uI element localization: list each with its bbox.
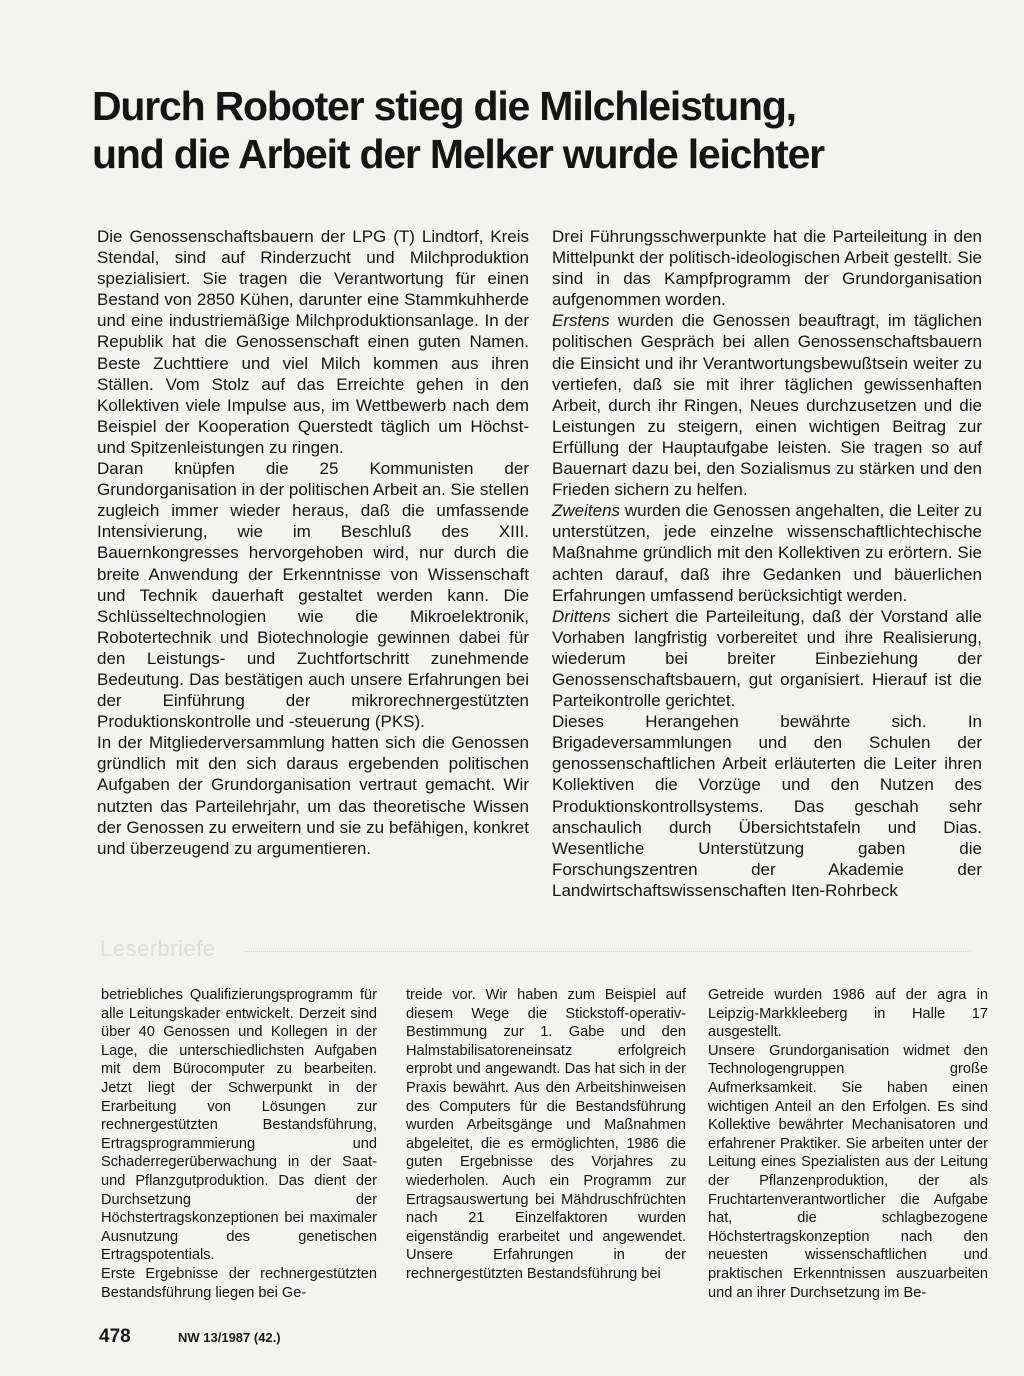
divider bbox=[245, 951, 970, 952]
letter-column-3 bbox=[708, 986, 988, 1302]
paragraph-lead: Erstens bbox=[552, 311, 610, 331]
issue-reference: NW 13/1987 (42.) bbox=[178, 1330, 281, 1345]
paragraph: Unsere Grundorganisation widmet den Technologengruppen große Aufmerksamkeit. Sie haben einen wichtigen Anteil an den Erfolgen. Es sind Kollektive bewährter Mechanisatoren und erfahrener Praktiker. Sie arbeiten unter der Leitung eines Spezialisten aus der Leitung der Pflanzenproduktion, der als Fruchtartenverantwortlicher die Aufgabe hat, die schlagbezogene Höchstertragskonzeption nach den neuesten wissenschaftlichen und praktischen Erkenntnissen auszuarbeiten und an ihrer Durchsetzung im Be- bbox=[708, 1042, 988, 1301]
paragraph bbox=[552, 310, 982, 500]
section-kicker: Leserbriefe bbox=[100, 936, 216, 961]
page-number: 478 bbox=[99, 1326, 131, 1347]
paragraph: In der Mitgliederversammlung hatten sich die Genossen gründlich mit den sich daraus ergebenden politischen Aufgaben der Grundorganisation vertraut gemacht. Wir nutzten das Parteilehrjahr, um das theoretische Wissen der Genossen zu erweitern und sie zu befähigen, konkret und überzeugend zu argumentieren. bbox=[97, 733, 529, 858]
paragraph: betriebliches Qualifizierungsprogramm für alle Leitungskader entwickelt. Derzeit sind über 40 Genossen und Kollegen in der Lage, die unterschiedlichsten Aufgaben mit dem Bürocomputer zu bearbeiten. Jetzt liegt der Schwerpunkt in der Erarbeitung von Lösungen zur rechnergestützten Bestandsführung, Ertragsprogrammierung und Schaderregerüberwachung in der Saat- und Pflanzgutproduktion. Das dient der Durchsetzung der Höchstertragskonzeptionen bei maximaler Ausnutzung des genetischen Ertragspotentials. bbox=[101, 987, 377, 1264]
article-column-right bbox=[552, 226, 982, 901]
paragraph: Getreide wurden 1986 auf der agra in Leipzig-Markkleeberg in Halle 17 ausgestellt. bbox=[708, 987, 988, 1041]
paragraph-lead: Zweitens bbox=[552, 501, 621, 521]
headline-line-1: Durch Roboter stieg die Milchleistung, bbox=[92, 83, 796, 129]
article-column-left bbox=[97, 226, 529, 859]
paragraph-lead: Drittens bbox=[552, 606, 611, 626]
paragraph-text: wurden die Genossen angehalten, die Leiter zu unterstützen, jede einzelne wissenschaftlichtechische Maßnahme gründlich mit den Kollektiven zu erörtern. Sie achten darauf, daß ihre Gedanken und bäuerlichen Erfahrungen umfassend berücksichtigt werden. bbox=[552, 501, 982, 605]
paragraph bbox=[552, 606, 982, 711]
paragraph: Erste Ergebnisse der rechnergestützten Bestandsführung liegen bei Ge- bbox=[101, 1265, 377, 1301]
headline bbox=[92, 82, 952, 178]
paragraph: treide vor. Wir haben zum Beispiel auf diesem Wege die Stickstoff-operativ-Bestimmung zur 1. Gabe und den Halmstabilisatoreneinsatz erfolgreich erprobt und angewandt. Das hat sich in der Praxis bewährt. Aus den Arbeitshinweisen des Computers für die Bestandsführung wurden Arbeitsgänge und Maßnahmen abgeleitet, die es ermöglichten, 1986 die guten Ergebnisse des Vorjahres zu wiederholen. Auch ein Programm zur Ertragsauswertung bei Mähdruschfrüchten nach 21 Einzelfaktoren wurden eigenständig erarbeitet und angewendet. Unsere Erfahrungen in der rechnergestützten Bestandsführung bei bbox=[406, 987, 686, 1282]
letter-column-2 bbox=[406, 986, 686, 1284]
paragraph bbox=[552, 500, 982, 605]
headline-line-2: und die Arbeit der Melker wurde leichter bbox=[92, 131, 824, 177]
paragraph: Daran knüpfen die 25 Kommunisten der Grundorganisation in der politischen Arbeit an. Sie stellen zugleich immer wieder heraus, daß die umfassende Intensivierung, wie im Beschluß des XIII. Bauernkongresses hervorgehoben wird, nur durch die breite Anwendung der Erkenntnisse von Wissenschaft und Technik dauerhaft gestaltet werden kann. Die Schlüsseltechnologien wie die Mikroelektronik, Robotertechnik und Biotechnologie gewinnen dabei für den Leistungs- und Zuchtfortschritt zunehmende Bedeutung. Das bestätigen auch unsere Erfahrungen bei der Einführung der mikrorechnergestützten Produktionskontrolle und -steuerung (PKS). bbox=[97, 459, 529, 732]
paragraph-text: wurden die Genossen beauftragt, im täglichen politischen Gespräch bei allen Genossenschaftsbauern die Einsicht und ihr Verantwortungsbewußtsein weiter zu vertiefen, daß sie mit ihrer täglichen gewissenhaften Arbeit, durch ihr Ringen, Neues durchzusetzen und die Leistungen zu steigern, einen wichtigen Beitrag zur Erfüllung der Hauptaufgabe leisten. Sie tragen so auf Bauernart dazu bei, den Sozialismus zu stärken und den Frieden sichern zu helfen. bbox=[552, 311, 982, 500]
paragraph-text: sichert die Parteileitung, daß der Vorstand alle Vorhaben langfristig vorbereitet und ihre Realisierung, wiederum bei breiter Einbeziehung der Genossenschaftsbauern, gut organisiert. Hierauf ist die Parteikontrolle gerichtet. bbox=[552, 606, 982, 711]
paragraph: Die Genossenschaftsbauern der LPG (T) Lindtorf, Kreis Stendal, sind auf Rinderzucht und Milchproduktion spezialisiert. Sie tragen die Verantwortung für einen Bestand von 2850 Kühen, darunter eine Stammkuhherde und eine industriemäßige Milchproduktionsanlage. In der Republik hat die Genossenschaft einen guten Namen. Beste Zuchttiere und viel Milch kommen aus ihren Ställen. Vom Stolz auf das Erreichte gehen in den Kollektiven viele Impulse aus, im Wettbewerb nach dem Beispiel der Kooperation Querstedt täglich um Höchst- und Spitzenleistungen zu ringen. bbox=[97, 227, 529, 457]
paragraph: Drei Führungsschwerpunkte hat die Parteileitung in den Mittelpunkt der politisch-ideologischen Arbeit gestellt. Sie sind in das Kampfprogramm der Grundorganisation aufgenommen worden. bbox=[552, 227, 982, 310]
letter-column-1 bbox=[101, 986, 377, 1302]
paragraph: Dieses Herangehen bewährte sich. In Brigadeversammlungen und den Schulen der genossenschaftlichen Arbeit erläuterten die Leiter ihren Kollektiven die Vorzüge und den Nutzen des Produktionskontrollsystems. Das geschah sehr anschaulich durch Übersichtstafeln und Dias. Wesentliche Unterstützung gaben die Forschungszentren der Akademie der Landwirtschaftswissenschaften Iten-Rohrbeck bbox=[552, 712, 982, 900]
